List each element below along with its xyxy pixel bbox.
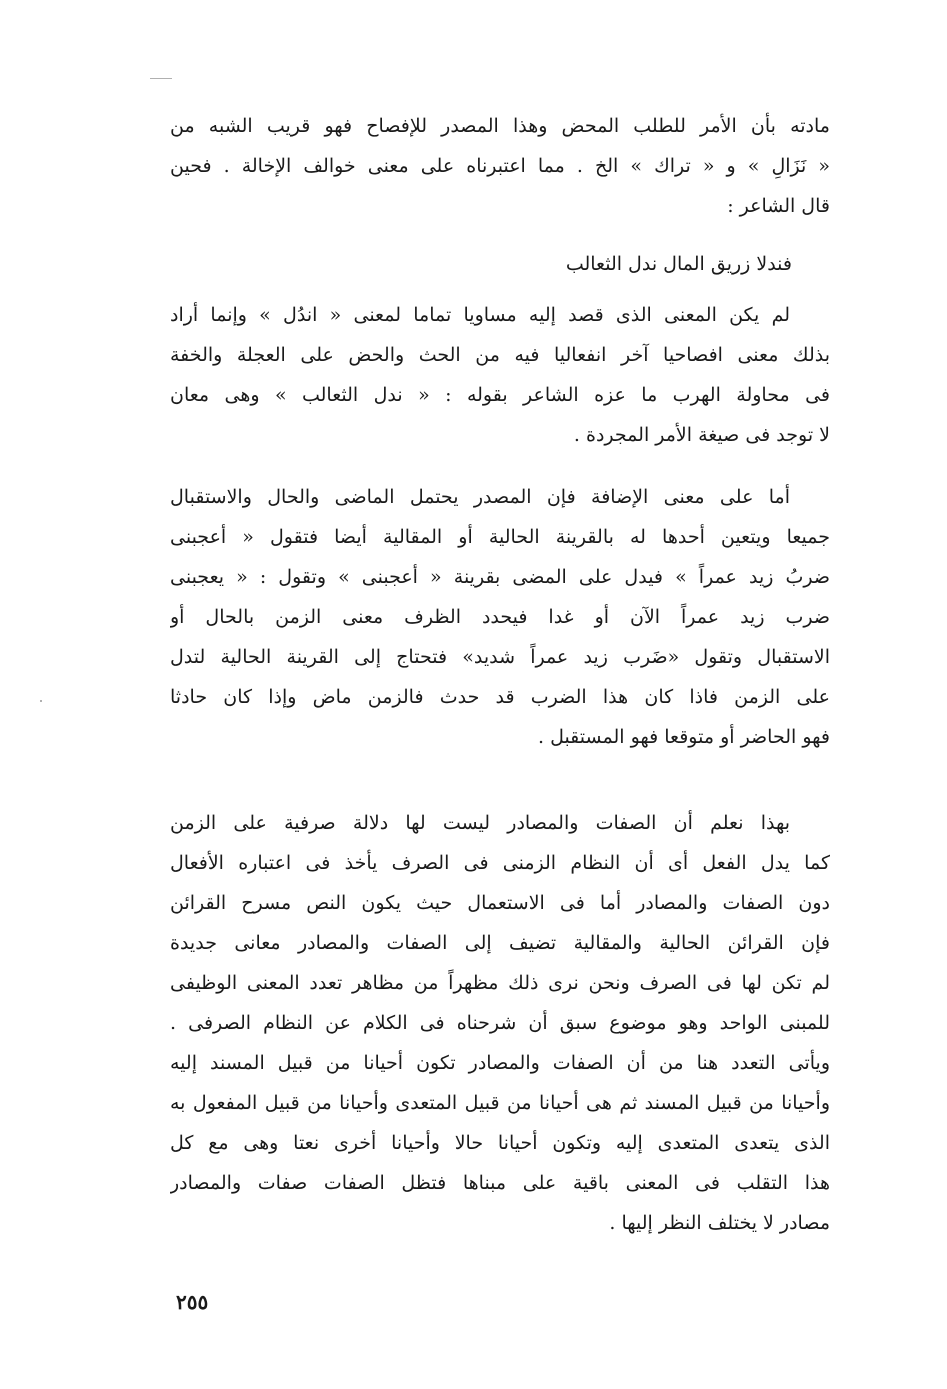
paragraph-2 bbox=[170, 295, 830, 455]
text-line: الذى يتعدى المتعدى إليه وتكون أحيانا حالا وأحيانا أخرى نعتا وهى مع كل bbox=[170, 1132, 830, 1154]
text-line: فهو الحاضر أو متوقعا فهو المستقبل . bbox=[537, 726, 830, 748]
scan-mark bbox=[40, 700, 42, 702]
text-line: ويأتى التعدد هنا من أن الصفات والمصادر تكون أحيانا من قبيل المسند إليه bbox=[170, 1052, 830, 1074]
verse-line: فندلا زريق المال ندل الثعالب bbox=[565, 253, 792, 275]
text-line: فى محاولة الهرب ما عزه الشاعر بقوله : « ندل الثعالب » وهى معان bbox=[170, 384, 830, 406]
text-line: جميعا ويتعين أحدها له بالقرينة الحالية أو المقالية أيضا فتقول « أعجبنى bbox=[170, 526, 830, 548]
page-number: ٢٥٥ bbox=[176, 1290, 209, 1314]
paragraph-4 bbox=[170, 803, 830, 1243]
text-line: بهذا نعلم أن الصفات والمصادر ليست لها دلالة صرفية على الزمن bbox=[170, 812, 790, 834]
text-line: لم تكن لها فى الصرف ونحن نرى ذلك مظهراً من مظاهر تعدد المعنى الوظيفى bbox=[170, 972, 830, 994]
text-line: ضرب زيد عمراً الآن أو غدا فيحدد الظرف معنى الزمن بالحال أو bbox=[170, 606, 830, 628]
text-line: دون الصفات والمصادر أما فى الاستعمال حيث يكون النص مسرح القرائن bbox=[170, 892, 830, 914]
text-line: للمبنى الواحد وهو موضوع سبق أن شرحناه فى الكلام عن النظام الصرفى . bbox=[170, 1012, 830, 1034]
text-line: لم يكن المعنى الذى قصد إليه مساويا تماما لمعنى « اندُل » وإنما أراد bbox=[170, 304, 790, 326]
text-line: قال الشاعر : bbox=[727, 195, 830, 217]
paragraph-3 bbox=[170, 477, 830, 757]
text-line: كما يدل الفعل أى أن النظام الزمنى فى الصرف يأخذ فى اعتباره الأفعال bbox=[170, 852, 830, 874]
text-line: لا توجد فى صيغة الأمر المجردة . bbox=[573, 424, 830, 446]
text-line: مصادر لا يختلف النظر إليها . bbox=[609, 1212, 830, 1234]
paragraph-1 bbox=[170, 106, 830, 226]
text-line: على الزمن فاذا كان هذا الضرب قد حدث فالزمن ماض وإذا كان حادثا bbox=[170, 686, 830, 708]
text-line: مادته بأن الأمر للطلب المحض وهذا المصدر للإفصاح فهو قريب الشبه من bbox=[170, 115, 830, 137]
text-line: الاستقبال وتقول «ضَرب زيد عمراً شديد» فتحتاج إلى القرينة الحالية لتدل bbox=[170, 646, 830, 668]
text-line: « نَزَالِ » و « تراك » الخ . مما اعتبرناه على معنى خوالف الإخالة . فحين bbox=[170, 155, 830, 177]
text-line: هذا التقلب فى المعنى باقية على مبناها فتظل الصفات صفات والمصادر bbox=[170, 1172, 830, 1194]
text-line: فإن القرائن الحالية والمقالية تضيف إلى الصفات والمصادر معانى جديدة bbox=[170, 932, 830, 954]
text-line: ضربُ زيد عمراً » فيدل على المضى بقرينة « أعجبنى » وتقول : « يعجبنى bbox=[170, 566, 830, 588]
text-line: أما على معنى الإضافة فإن المصدر يحتمل الماضى والحال والاستقبال bbox=[170, 486, 790, 508]
text-line: وأحيانا من قبيل المسند ثم هى أحيانا من قبيل المتعدى وأحيانا من قبيل المفعول به bbox=[170, 1092, 830, 1114]
text-line: بذلك معنى افصاحيا آخر انفعاليا فيه من الحث والحض على العجلة والخفة bbox=[170, 344, 830, 366]
scan-mark bbox=[150, 78, 172, 79]
